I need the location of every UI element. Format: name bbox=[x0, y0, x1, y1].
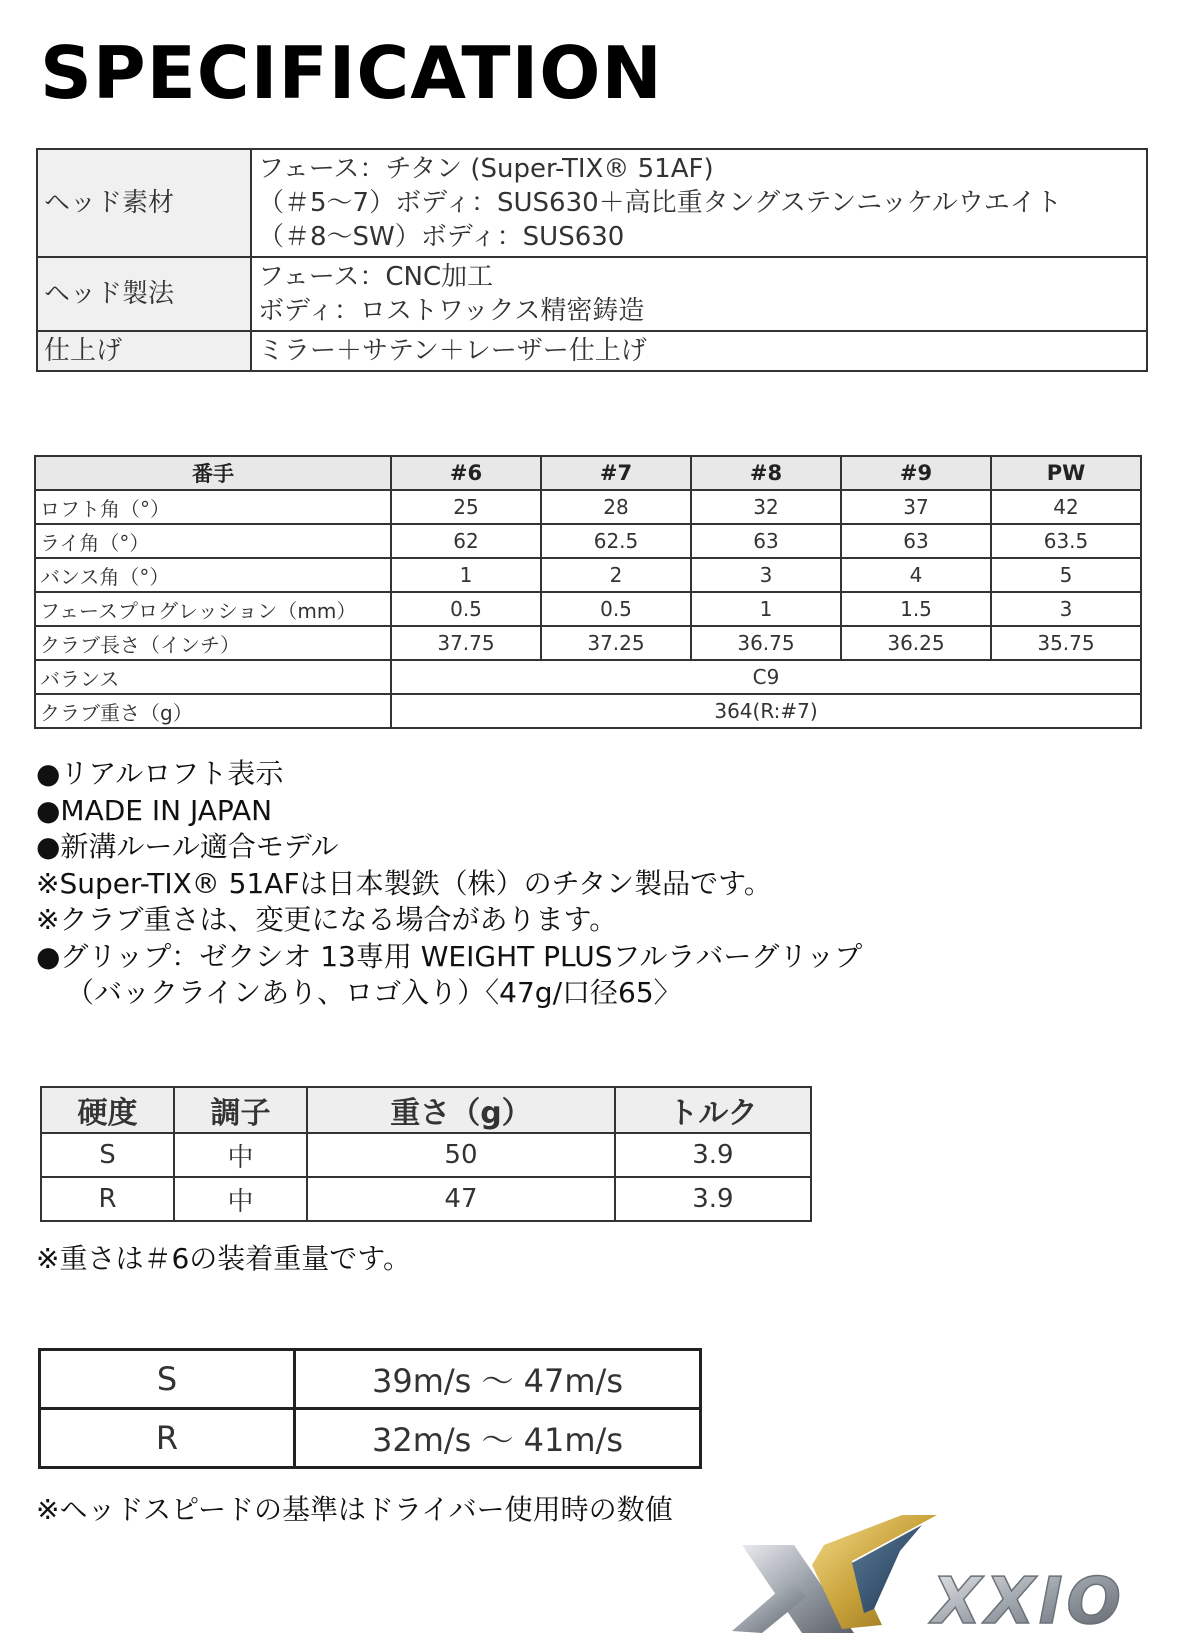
shaft-note: ※重さは＃6の装着重量です。 bbox=[36, 1242, 412, 1275]
column-header: #7 bbox=[541, 456, 691, 490]
column-header: 重さ（g） bbox=[307, 1087, 615, 1133]
table-cell: 47 bbox=[307, 1177, 615, 1221]
head-speed-table bbox=[38, 1348, 702, 1469]
table-cell: 3 bbox=[991, 592, 1141, 626]
table-cell: 63 bbox=[841, 524, 991, 558]
head-method-line: ボディ：ロストワックス精密鋳造 bbox=[258, 296, 645, 326]
table-cell: 32 bbox=[691, 490, 841, 524]
head-material-value bbox=[251, 149, 1147, 257]
note-item: ※Super-TIX® 51AFは日本製鉄（株）のチタン製品です。 bbox=[36, 866, 772, 900]
table-cell: 1.5 bbox=[841, 592, 991, 626]
note-item: ●MADE IN JAPAN bbox=[36, 793, 273, 827]
column-header: #6 bbox=[391, 456, 541, 490]
table-row bbox=[35, 592, 1141, 626]
head-material-label: ヘッド素材 bbox=[37, 149, 251, 257]
speed-range-cell: 39m/s ～ 47m/s bbox=[295, 1350, 701, 1409]
club-weight-value: 364(R:#7) bbox=[391, 694, 1141, 728]
note-item: （バックラインあり、ロゴ入り）〈47g/口径65〉 bbox=[66, 976, 682, 1009]
head-material-line: （＃5～7）ボディ：SUS630＋高比重タングステンニッケルウエイト bbox=[258, 188, 1062, 218]
table-cell: 36.75 bbox=[691, 626, 841, 660]
row-label: ライ角（°） bbox=[35, 524, 391, 558]
table-cell: 62.5 bbox=[541, 524, 691, 558]
column-header: 硬度 bbox=[41, 1087, 174, 1133]
column-header: 調子 bbox=[174, 1087, 307, 1133]
table-cell: 37.75 bbox=[391, 626, 541, 660]
notes-list bbox=[36, 756, 862, 1012]
note-item: ※クラブ重さは、変更になる場合があります。 bbox=[36, 903, 618, 936]
table-cell: 中 bbox=[174, 1133, 307, 1177]
note-item: ●グリップ：ゼクシオ 13専用 WEIGHT PLUSフルラバーグリップ bbox=[36, 939, 863, 973]
column-header: PW bbox=[991, 456, 1141, 490]
table-header-row bbox=[35, 456, 1141, 490]
finish-value bbox=[251, 331, 1147, 371]
head-speed-note: ※ヘッドスピードの基準はドライバー使用時の数値 bbox=[36, 1493, 673, 1526]
table-cell: 3.9 bbox=[615, 1133, 811, 1177]
table-cell: 36.25 bbox=[841, 626, 991, 660]
table-row bbox=[35, 558, 1141, 592]
table-row bbox=[35, 626, 1141, 660]
table-row bbox=[41, 1177, 811, 1221]
table-row bbox=[35, 694, 1141, 728]
head-method-line: フェース：CNC加工 bbox=[258, 262, 494, 292]
balance-value: C9 bbox=[391, 660, 1141, 694]
table-row bbox=[35, 490, 1141, 524]
table-cell: S bbox=[41, 1133, 174, 1177]
table-cell: 50 bbox=[307, 1133, 615, 1177]
shaft-spec-table bbox=[40, 1086, 812, 1222]
table-cell: 63.5 bbox=[991, 524, 1141, 558]
table-cell: 37 bbox=[841, 490, 991, 524]
table-cell: 中 bbox=[174, 1177, 307, 1221]
xxio-logo-icon bbox=[732, 1505, 1182, 1635]
table-row bbox=[37, 149, 1147, 257]
table-row bbox=[40, 1409, 701, 1468]
table-row bbox=[37, 257, 1147, 331]
row-label: クラブ重さ（g） bbox=[35, 694, 391, 728]
column-header: #9 bbox=[841, 456, 991, 490]
table-cell: 35.75 bbox=[991, 626, 1141, 660]
column-header: #8 bbox=[691, 456, 841, 490]
table-cell: 37.25 bbox=[541, 626, 691, 660]
flex-cell: R bbox=[40, 1409, 295, 1468]
head-material-line: フェース：チタン (Super-TIX® 51AF) bbox=[258, 154, 714, 184]
head-spec-table bbox=[36, 148, 1148, 372]
table-cell: 62 bbox=[391, 524, 541, 558]
column-header: トルク bbox=[615, 1087, 811, 1133]
table-row bbox=[37, 331, 1147, 371]
xxio-logo bbox=[732, 1505, 1182, 1635]
table-row bbox=[35, 660, 1141, 694]
table-row bbox=[40, 1350, 701, 1409]
note-item: ●リアルロフト表示 bbox=[36, 757, 284, 790]
table-cell: 4 bbox=[841, 558, 991, 592]
table-cell: 2 bbox=[541, 558, 691, 592]
table-header-row bbox=[41, 1087, 811, 1133]
table-row bbox=[35, 524, 1141, 558]
table-cell: 42 bbox=[991, 490, 1141, 524]
head-material-line: （＃8～SW）ボディ：SUS630 bbox=[258, 222, 625, 252]
table-row bbox=[41, 1133, 811, 1177]
table-cell: 1 bbox=[691, 592, 841, 626]
row-label: ロフト角（°） bbox=[35, 490, 391, 524]
table-cell: 3.9 bbox=[615, 1177, 811, 1221]
row-label: バンス角（°） bbox=[35, 558, 391, 592]
finish-line: ミラー＋サテン＋レーザー仕上げ bbox=[258, 336, 647, 366]
head-method-label: ヘッド製法 bbox=[37, 257, 251, 331]
note-item: ●新溝ルール適合モデル bbox=[36, 830, 339, 863]
table-cell: R bbox=[41, 1177, 174, 1221]
logo-wordmark: XXIO bbox=[932, 1565, 1125, 1635]
table-cell: 25 bbox=[391, 490, 541, 524]
club-spec-table bbox=[34, 455, 1142, 729]
flex-cell: S bbox=[40, 1350, 295, 1409]
speed-range-cell: 32m/s ～ 41m/s bbox=[295, 1409, 701, 1468]
column-header: 番手 bbox=[35, 456, 391, 490]
row-label: バランス bbox=[35, 660, 391, 694]
head-method-value bbox=[251, 257, 1147, 331]
table-cell: 0.5 bbox=[391, 592, 541, 626]
table-cell: 28 bbox=[541, 490, 691, 524]
table-cell: 0.5 bbox=[541, 592, 691, 626]
row-label: フェースプログレッション（mm） bbox=[35, 592, 391, 626]
table-cell: 1 bbox=[391, 558, 541, 592]
row-label: クラブ長さ（インチ） bbox=[35, 626, 391, 660]
page-title: SPECIFICATION bbox=[40, 31, 663, 115]
table-cell: 5 bbox=[991, 558, 1141, 592]
table-cell: 3 bbox=[691, 558, 841, 592]
finish-label: 仕上げ bbox=[37, 331, 251, 371]
table-cell: 63 bbox=[691, 524, 841, 558]
